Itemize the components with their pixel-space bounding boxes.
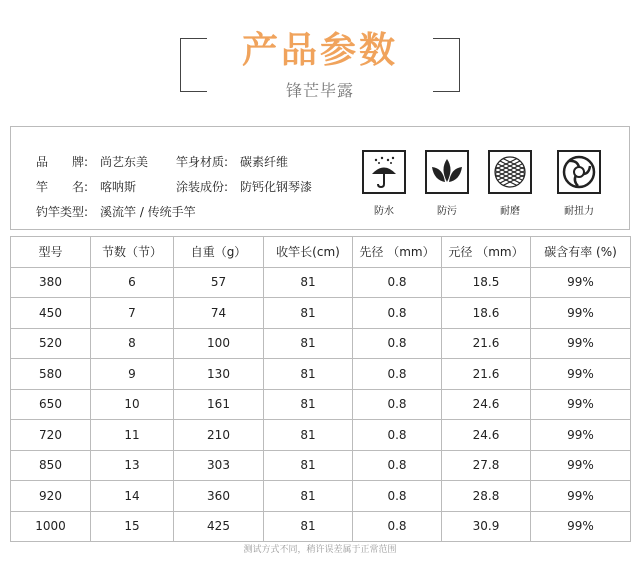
cell-tip-diameter: 0.8	[353, 298, 442, 329]
cell-tip-diameter: 0.8	[353, 450, 442, 481]
cell-tip-diameter: 0.8	[353, 511, 442, 542]
cell-butt-diameter: 30.9	[442, 511, 531, 542]
cell-carbon-content: 99%	[531, 420, 631, 451]
table-row	[11, 450, 631, 481]
cell-carbon-content: 99%	[531, 481, 631, 512]
cell-weight: 100	[174, 328, 264, 359]
cell-closed-length: 81	[264, 481, 353, 512]
page-title: 产品参数	[241, 30, 398, 71]
header-butt-diameter: 元径 （mm）	[442, 237, 531, 268]
brand-value: 尚艺东美	[100, 155, 149, 169]
cell-tip-diameter: 0.8	[353, 359, 442, 390]
cell-weight: 74	[174, 298, 264, 329]
type-label: 钓竿类型:	[36, 205, 89, 219]
table-row	[11, 481, 631, 512]
cell-model: 580	[11, 359, 91, 390]
cell-sections: 9	[91, 359, 174, 390]
cell-weight: 303	[174, 450, 264, 481]
cell-sections: 7	[91, 298, 174, 329]
cell-sections: 15	[91, 511, 174, 542]
table-row	[11, 359, 631, 390]
material-label: 竿身材质:	[176, 155, 229, 169]
swirl-icon	[557, 150, 601, 194]
feature-caption-waterproof: 防水	[374, 206, 394, 217]
feature-caption-wear-resistant: 耐磨	[500, 206, 520, 217]
cell-closed-length: 81	[264, 267, 353, 298]
feature-caption-antifouling: 防污	[437, 206, 457, 217]
umbrella-icon	[362, 150, 406, 194]
cell-sections: 13	[91, 450, 174, 481]
cell-model: 720	[11, 420, 91, 451]
cell-carbon-content: 99%	[531, 450, 631, 481]
cell-weight: 210	[174, 420, 264, 451]
cell-carbon-content: 99%	[531, 389, 631, 420]
table-row	[11, 298, 631, 329]
cell-sections: 10	[91, 389, 174, 420]
cell-model: 1000	[11, 511, 91, 542]
cell-closed-length: 81	[264, 450, 353, 481]
header-carbon-content: 碳含有率 (%)	[531, 237, 631, 268]
info-type	[36, 203, 196, 220]
brand-label: 品 牌:	[36, 155, 89, 169]
cell-tip-diameter: 0.8	[353, 389, 442, 420]
cell-weight: 161	[174, 389, 264, 420]
type-value: 溪流竿 / 传统手竿	[100, 205, 196, 219]
cell-butt-diameter: 21.6	[442, 359, 531, 390]
cell-closed-length: 81	[264, 389, 353, 420]
header-sections: 节数（节）	[91, 237, 174, 268]
cell-sections: 6	[91, 267, 174, 298]
info-name	[36, 178, 136, 195]
cell-weight: 360	[174, 481, 264, 512]
header-model: 型号	[11, 237, 91, 268]
table-row	[11, 511, 631, 542]
cell-model: 920	[11, 481, 91, 512]
cell-model: 850	[11, 450, 91, 481]
cell-model: 520	[11, 328, 91, 359]
cell-closed-length: 81	[264, 359, 353, 390]
cell-tip-diameter: 0.8	[353, 267, 442, 298]
page-subtitle: 锋芒毕露	[285, 81, 354, 100]
header-tip-diameter: 先径 （mm）	[353, 237, 442, 268]
cell-closed-length: 81	[264, 328, 353, 359]
cell-weight: 57	[174, 267, 264, 298]
cell-carbon-content: 99%	[531, 511, 631, 542]
cell-weight: 425	[174, 511, 264, 542]
info-coating	[176, 178, 312, 195]
cell-butt-diameter: 21.6	[442, 328, 531, 359]
cell-model: 450	[11, 298, 91, 329]
name-label: 竿 名:	[36, 180, 89, 194]
material-value: 碳素纤维	[240, 155, 289, 169]
cell-tip-diameter: 0.8	[353, 481, 442, 512]
cell-sections: 8	[91, 328, 174, 359]
feature-caption-torsion: 耐扭力	[564, 206, 594, 217]
cell-butt-diameter: 18.5	[442, 267, 531, 298]
cell-carbon-content: 99%	[531, 359, 631, 390]
cell-closed-length: 81	[264, 420, 353, 451]
info-material	[176, 153, 288, 170]
footer-note: 测试方式不同，稍许误差属于正常范围	[243, 545, 397, 555]
header-closed-length: 收竿长(cm)	[264, 237, 353, 268]
cell-carbon-content: 99%	[531, 267, 631, 298]
table-header-row	[11, 237, 631, 268]
cell-carbon-content: 99%	[531, 298, 631, 329]
info-brand	[36, 153, 148, 170]
cell-closed-length: 81	[264, 298, 353, 329]
name-value: 喀呐斯	[100, 180, 137, 194]
coating-label: 涂装成份:	[176, 180, 229, 194]
texture-icon	[488, 150, 532, 194]
coating-value: 防钙化钢琴漆	[240, 180, 313, 194]
cell-sections: 14	[91, 481, 174, 512]
cell-sections: 11	[91, 420, 174, 451]
cell-tip-diameter: 0.8	[353, 420, 442, 451]
cell-butt-diameter: 27.8	[442, 450, 531, 481]
table-row	[11, 389, 631, 420]
cell-butt-diameter: 24.6	[442, 389, 531, 420]
header-weight: 自重（g）	[174, 237, 264, 268]
cell-carbon-content: 99%	[531, 328, 631, 359]
cell-butt-diameter: 28.8	[442, 481, 531, 512]
cell-butt-diameter: 24.6	[442, 420, 531, 451]
table-row	[11, 420, 631, 451]
cell-model: 380	[11, 267, 91, 298]
cell-closed-length: 81	[264, 511, 353, 542]
table-row	[11, 267, 631, 298]
cell-weight: 130	[174, 359, 264, 390]
table-row	[11, 328, 631, 359]
cell-butt-diameter: 18.6	[442, 298, 531, 329]
spec-table	[10, 236, 631, 542]
cell-model: 650	[11, 389, 91, 420]
leaf-icon	[425, 150, 469, 194]
cell-tip-diameter: 0.8	[353, 328, 442, 359]
